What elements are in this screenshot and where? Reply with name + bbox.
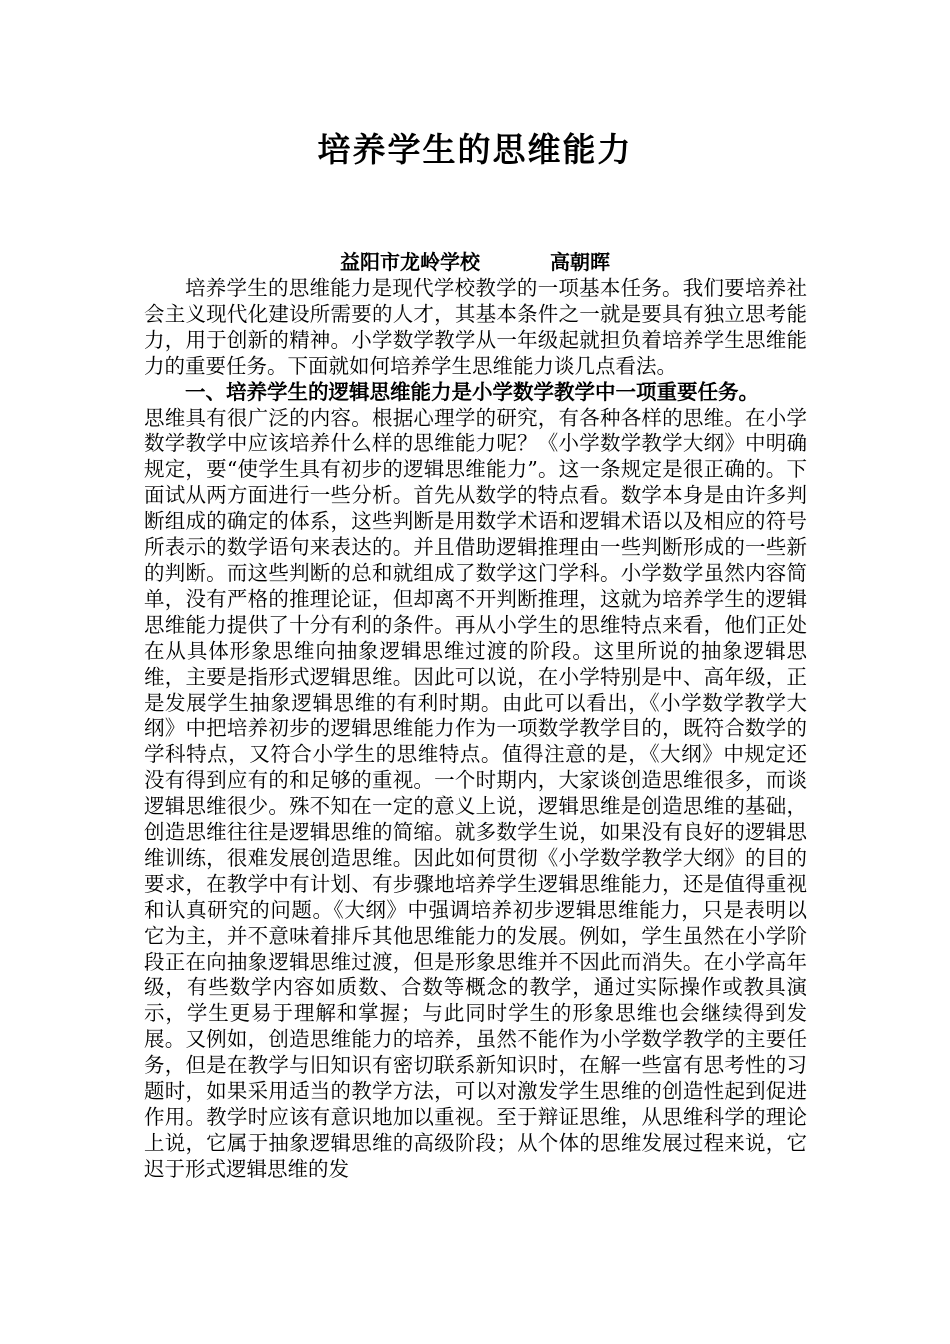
document-title: 培养学生的思维能力 [317, 130, 633, 169]
section-body-paragraph: 思维具有很广泛的内容。根据心理学的研究，有各种各样的思维。在小学数学教学中应该培养什么样的思维能力呢？《小学数学教学大纲》中明确规定，要“使学生具有初步的逻辑思维能力”。这一条规定是很正确的。下面试从两方面进行一些分析。首先从数学的特点看。数学本身是由许多判断组成的确定的体系，这些判断是用数学术语和逻辑术语以及相应的符号所表示的数学语句来表达的。并且借助逻辑推理由一些判断形成的一些新的判断。而这些判断的总和就组成了数学这门学科。小学数学虽然内容简单，没有严格的推理论证，但却离不开判断推理，这就为培养学生的逻辑思维能力提供了十分有利的条件。再从小学生的思维特点来看，他们正处在从具体形象思维向抽象逻辑思维过渡的阶段。这里所说的抽象逻辑思维，主要是指形式逻辑思维。因此可以说，在小学特别是中、高年级，正是发展学生抽象逻辑思维的有利时期。由此可以看出，《小学数学教学大纲》中把培养初步的逻辑思维能力作为一项数学教学目的，既符合数学的学科特点，又符合小学生的思维特点。值得注意的是，《大纲》中规定还没有得到应有的和足够的重视。一个时期内，大家谈创造思维很多，而谈逻辑思维很少。殊不知在一定的意义上说，逻辑思维是创造思维的基础，创造思维往往是逻辑思维的简缩。就多数学生说，如果没有良好的逻辑思维训练，很难发展创造思维。因此如何贯彻《小学数学教学大纲》的目的要求，在教学中有计划、有步骤地培养学生逻辑思维能力，还是值得重视和认真研究的问题。《大纲》中强调培养初步逻辑思维能力，只是表明以它为主，并不意味着排斥其他思维能力的发展。例如，学生虽然在小学阶段正在向抽象逻辑思维过渡，但是形象思维并不因此而消失。在小学高年级，有些数学内容如质数、合数等概念的教学，通过实际操作或教具演示，学生更易于理解和掌握；与此同时学生的形象思维也会继续得到发展。又例如，创造思维能力的培养，虽然不能作为小学数学教学的主要任务，但是在教学与旧知识有密切联系新知识时，在解一些富有思考性的习题时，如果采用适当的教学方法，可以对激发学生思维的创造性起到促进作用。教学时应该有意识地加以重视。至于辩证思维，从思维科学的理论上说，它属于抽象逻辑思维的高级阶段；从个体的思维发展过程来说，它迟于形式逻辑思维的发 [144, 405, 807, 1181]
author-school: 益阳市龙岭学校 [340, 250, 480, 274]
author-byline [0, 248, 950, 276]
author-name: 高朝晖 [550, 250, 610, 274]
intro-paragraph: 培养学生的思维能力是现代学校教学的一项基本任务。我们要培养社会主义现代化建设所需要的人才，其基本条件之一就是要具有独立思考能力，用于创新的精神。小学数学教学从一年级起就担负着培养学生思维能力的重要任务。下面就如何培养学生思维能力谈几点看法。 [144, 276, 807, 378]
document-body [144, 276, 807, 1183]
section-heading: 一、培养学生的逻辑思维能力是小学数学教学中一项重要任务。 [185, 379, 759, 404]
